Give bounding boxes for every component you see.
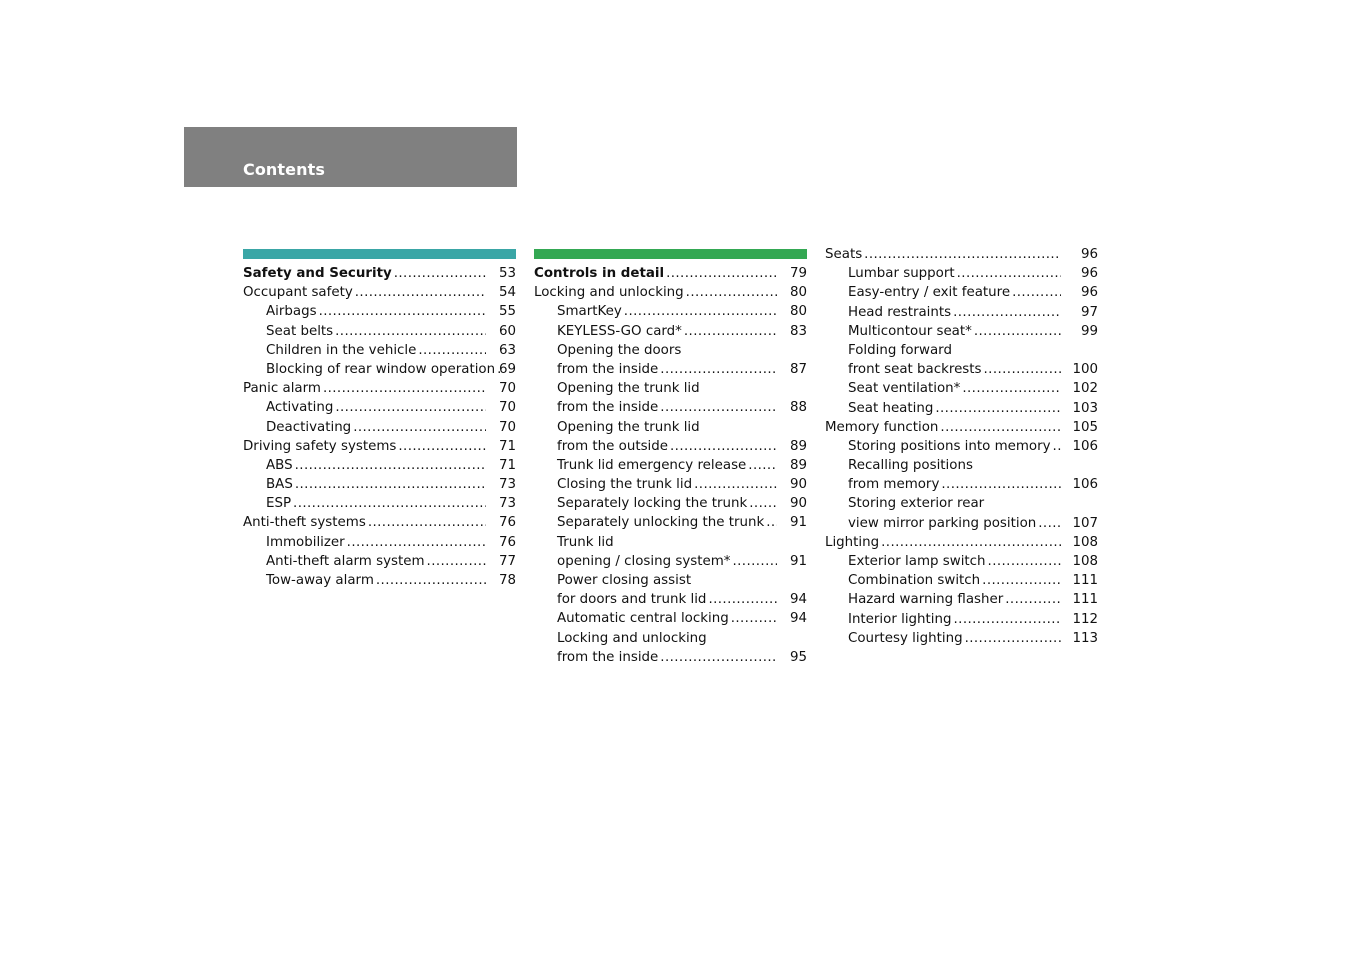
toc-page-number: 94 — [789, 592, 807, 608]
toc-entry[interactable] — [534, 609, 807, 628]
toc-entry-label-wrap — [825, 437, 1063, 456]
toc-entry[interactable] — [243, 552, 516, 571]
toc-entry-label-wrap — [534, 629, 779, 648]
dot-leader — [398, 437, 486, 456]
toc-entry[interactable] — [825, 494, 1098, 513]
dot-leader — [881, 533, 1061, 552]
toc-entry-label: Courtesy lighting — [848, 630, 963, 646]
toc-entry-label-wrap — [243, 302, 488, 321]
dot-leader — [666, 264, 777, 283]
toc-entry[interactable] — [534, 571, 807, 590]
dot-leader — [1012, 283, 1061, 302]
toc-entry[interactable] — [825, 610, 1098, 629]
toc-entry[interactable] — [825, 245, 1098, 264]
toc-page-number: 88 — [789, 400, 807, 416]
toc-entry-label-wrap — [243, 360, 496, 379]
dot-leader — [368, 513, 486, 532]
toc-page-number: 80 — [789, 285, 807, 301]
toc-entry-label-wrap — [825, 418, 1063, 437]
toc-entry-label: Head restraints — [848, 304, 952, 320]
toc-entry-label-wrap — [825, 303, 1063, 322]
toc-entry[interactable] — [534, 456, 807, 475]
toc-entry-label: front seat backrests — [848, 362, 982, 378]
toc-entry-label-wrap — [534, 552, 779, 571]
toc-page-number: 111 — [1072, 592, 1098, 608]
dot-leader — [988, 552, 1061, 571]
toc-entry-label-wrap — [825, 341, 1063, 360]
toc-page-number: 102 — [1072, 381, 1098, 397]
toc-entry-label: Driving safety systems — [243, 438, 397, 454]
toc-page-number: 107 — [1072, 515, 1098, 531]
toc-entry[interactable] — [534, 341, 807, 360]
toc-entry[interactable] — [825, 571, 1098, 590]
toc-entry-label: from the inside — [557, 400, 659, 416]
toc-entry-label: Combination switch — [848, 573, 981, 589]
toc-entry-label-wrap — [534, 398, 779, 417]
dot-leader — [1053, 437, 1061, 456]
toc-entry-label-wrap — [825, 610, 1063, 629]
toc-entry-label: Hazard warning flasher — [848, 592, 1004, 608]
dot-leader — [953, 303, 1061, 322]
toc-entry[interactable] — [534, 398, 807, 417]
toc-entry-label: for doors and trunk lid — [557, 592, 707, 608]
toc-entry[interactable] — [534, 302, 807, 321]
toc-page-number: 96 — [1080, 266, 1098, 282]
toc-entry[interactable] — [534, 475, 807, 494]
toc-page-number: 106 — [1072, 477, 1098, 493]
toc-entry-label-wrap — [534, 437, 779, 456]
toc-entry-label: Storing exterior rear — [848, 496, 985, 512]
toc-page-number: 90 — [789, 477, 807, 493]
toc-page-number: 79 — [789, 266, 807, 281]
dot-leader — [335, 322, 486, 341]
toc-entry[interactable] — [825, 533, 1098, 552]
dot-leader — [319, 302, 486, 321]
toc-entry-label-wrap — [243, 398, 488, 417]
toc-entry-label-wrap — [825, 590, 1063, 609]
toc-entry[interactable] — [534, 264, 807, 283]
toc-entry-label-wrap — [243, 571, 488, 590]
toc-page-number: 100 — [1072, 362, 1098, 378]
toc-entry[interactable] — [534, 437, 807, 456]
dot-leader — [355, 283, 486, 302]
toc-entry-label-wrap — [825, 552, 1063, 571]
toc-entry-label: Recalling positions — [848, 458, 973, 474]
toc-entry[interactable] — [534, 590, 807, 609]
toc-page-number: 55 — [498, 304, 516, 320]
toc-entry[interactable] — [534, 283, 807, 302]
toc-entry-label-wrap — [825, 264, 1063, 283]
toc-entry[interactable] — [825, 456, 1098, 475]
toc-entry-label: from memory — [848, 477, 940, 493]
toc-entry-label-wrap — [534, 533, 779, 552]
toc-entry-label: Trunk lid emergency release — [557, 457, 747, 473]
toc-entry[interactable] — [243, 341, 516, 360]
dot-leader — [353, 418, 486, 437]
dot-leader — [940, 418, 1061, 437]
toc-entry-label-wrap — [243, 379, 488, 398]
toc-entry-label: Deactivating — [266, 419, 352, 435]
toc-entry-label: Locking and unlocking — [557, 630, 707, 646]
toc-entry[interactable] — [534, 322, 807, 341]
dot-leader — [974, 322, 1061, 341]
toc-entry[interactable] — [825, 418, 1098, 437]
toc-entry-label: Panic alarm — [243, 381, 321, 397]
toc-page-number: 54 — [498, 285, 516, 301]
toc-entry-label: Separately locking the trunk — [557, 496, 748, 512]
dot-leader — [864, 245, 1061, 264]
toc-section-title: Controls in detail — [534, 266, 665, 281]
dot-leader — [731, 609, 777, 628]
toc-entry[interactable] — [825, 379, 1098, 398]
toc-entry[interactable] — [243, 533, 516, 552]
toc-entry-label: Seat belts — [266, 323, 334, 339]
toc-page-number: 113 — [1072, 630, 1098, 646]
header-banner — [184, 127, 517, 187]
toc-page-number: 76 — [498, 515, 516, 531]
toc-entry[interactable] — [534, 629, 807, 648]
toc-entry-label-wrap — [825, 533, 1063, 552]
toc-page-number: 89 — [789, 438, 807, 454]
toc-page-number: 112 — [1072, 611, 1098, 627]
dot-leader — [347, 533, 486, 552]
toc-page-number: 83 — [789, 323, 807, 339]
toc-entry[interactable] — [534, 552, 807, 571]
toc-page-number: 71 — [498, 457, 516, 473]
toc-entry-label: Activating — [266, 400, 334, 416]
toc-entry[interactable] — [243, 437, 516, 456]
dot-leader — [660, 398, 777, 417]
toc-entry[interactable] — [825, 552, 1098, 571]
toc-entry[interactable] — [243, 418, 516, 437]
toc-entry-label: view mirror parking position — [848, 515, 1037, 531]
toc-entry-label-wrap — [534, 590, 779, 609]
toc-page-number: 95 — [789, 649, 807, 665]
toc-column-controls — [534, 249, 807, 667]
toc-entry-label: Multicontour seat* — [848, 323, 972, 339]
toc-entry-label: Anti-theft systems — [243, 515, 366, 531]
dot-leader — [957, 264, 1061, 283]
toc-page-number: 97 — [1080, 304, 1098, 320]
toc-entry[interactable] — [534, 418, 807, 437]
toc-entry-label-wrap — [825, 379, 1063, 398]
toc-page-number: 69 — [498, 361, 516, 377]
dot-leader — [954, 610, 1062, 629]
dot-leader — [624, 302, 777, 321]
toc-entry-label-wrap — [534, 456, 779, 475]
toc-entry[interactable] — [825, 322, 1098, 341]
toc-entry-label: Opening the doors — [557, 342, 682, 358]
toc-page-number: 90 — [789, 496, 807, 512]
toc-entry-label: Trunk lid — [557, 534, 614, 550]
toc-entry-label-wrap — [534, 302, 779, 321]
toc-entry[interactable] — [534, 379, 807, 398]
toc-entry-label: Opening the trunk lid — [557, 419, 700, 435]
dot-leader — [660, 360, 777, 379]
dot-leader — [376, 571, 486, 590]
dot-leader — [295, 475, 486, 494]
toc-entry-label-wrap — [534, 418, 779, 437]
dot-leader — [965, 629, 1061, 648]
toc-entry[interactable] — [243, 379, 516, 398]
toc-entry[interactable] — [243, 283, 516, 302]
toc-entry-label-wrap — [825, 629, 1063, 648]
toc-entry-label-wrap — [825, 571, 1063, 590]
toc-entry-label-wrap — [243, 418, 488, 437]
toc-entry-label-wrap — [243, 264, 488, 283]
toc-entry[interactable] — [243, 264, 516, 283]
toc-entry[interactable] — [534, 533, 807, 552]
toc-entry-label-wrap — [534, 648, 779, 667]
section-color-bar — [534, 249, 807, 259]
dot-leader — [941, 475, 1061, 494]
dot-leader — [427, 552, 486, 571]
toc-entry-label-wrap — [825, 283, 1063, 302]
toc-entry-label-wrap — [534, 322, 779, 341]
toc-entry[interactable] — [534, 648, 807, 667]
toc-page-number: 96 — [1080, 285, 1098, 301]
toc-entry-label: Seat heating — [848, 400, 934, 416]
toc-entry-label-wrap — [825, 360, 1063, 379]
toc-entry-label: Lumbar support — [848, 266, 955, 282]
dot-leader — [295, 456, 486, 475]
toc-entry-label-wrap — [534, 475, 779, 494]
toc-page-number: 108 — [1072, 554, 1098, 569]
toc-entry-label-wrap — [825, 475, 1063, 494]
dot-leader — [660, 648, 777, 667]
toc-entry-label: Separately unlocking the trunk — [557, 515, 765, 531]
toc-page-number: 91 — [789, 553, 807, 569]
toc-entry-label: Anti-theft alarm system — [266, 553, 425, 569]
toc-entry[interactable] — [243, 475, 516, 494]
toc-entry-label-wrap — [534, 609, 779, 628]
toc-entry-label: Occupant safety — [243, 285, 353, 301]
toc-entry-label: BAS — [266, 477, 293, 493]
toc-entry-label-wrap — [534, 571, 779, 590]
toc-entry-label-wrap — [243, 494, 488, 513]
toc-entry-label-wrap — [243, 513, 488, 532]
toc-entry-label-wrap — [534, 379, 779, 398]
toc-entry[interactable] — [825, 590, 1098, 609]
toc-entry-label-wrap — [534, 360, 779, 379]
dot-leader — [766, 513, 777, 532]
toc-entry-label-wrap — [243, 533, 488, 552]
toc-entry[interactable] — [243, 571, 516, 590]
toc-page-number: 73 — [498, 496, 516, 512]
toc-page-number: 111 — [1072, 573, 1098, 589]
dot-leader — [323, 379, 486, 398]
dot-leader — [1005, 590, 1061, 609]
toc-entry-label: Automatic central locking — [557, 611, 729, 627]
toc-page-number: 76 — [498, 534, 516, 550]
page-title: Contents — [243, 160, 325, 179]
toc-entry-label-wrap — [534, 264, 779, 283]
dot-leader — [684, 322, 777, 341]
dot-leader — [394, 264, 486, 283]
dot-leader — [694, 475, 777, 494]
toc-entry-label: Blocking of rear window operation — [266, 361, 496, 377]
toc-entry-label: from the outside — [557, 438, 669, 454]
dot-leader — [982, 571, 1061, 590]
dot-leader — [749, 494, 777, 513]
section-color-bar — [243, 249, 516, 259]
dot-leader — [686, 283, 777, 302]
toc-page-number: 63 — [498, 342, 516, 358]
toc-entry-label: opening / closing system* — [557, 553, 731, 569]
toc-page-number: 70 — [498, 400, 516, 416]
toc-entry-label-wrap — [825, 494, 1063, 513]
toc-entry-label-wrap — [243, 475, 488, 494]
toc-entry-label: Power closing assist — [557, 573, 692, 588]
toc-entry-label-wrap — [825, 456, 1063, 475]
toc-entry-label: Immobilizer — [266, 534, 345, 550]
toc-entry[interactable] — [534, 360, 807, 379]
dot-leader — [293, 494, 486, 513]
toc-entry[interactable] — [825, 283, 1098, 302]
toc-entry[interactable] — [243, 494, 516, 513]
toc-entry-label: Interior lighting — [848, 611, 952, 627]
toc-entry-label: Locking and unlocking — [534, 285, 684, 301]
dot-leader — [935, 399, 1061, 418]
toc-entry-label-wrap — [243, 322, 488, 341]
dot-leader — [1038, 514, 1061, 533]
toc-entry-label-wrap — [243, 437, 488, 456]
toc-page-number: 78 — [498, 573, 516, 588]
toc-entry[interactable] — [534, 513, 807, 532]
toc-entry[interactable] — [825, 341, 1098, 360]
toc-entry-label: Storing positions into memory — [848, 438, 1051, 454]
toc-entry[interactable] — [825, 475, 1098, 494]
toc-entry-label-wrap — [243, 552, 488, 571]
toc-column-seats-lighting — [825, 245, 1098, 648]
toc-entry-label-wrap — [243, 341, 488, 360]
toc-page-number: 70 — [498, 419, 516, 435]
dot-leader — [748, 456, 777, 475]
toc-entry-label: Opening the trunk lid — [557, 381, 700, 397]
toc-entry-label-wrap — [534, 341, 779, 360]
dot-leader — [962, 379, 1061, 398]
toc-entry[interactable] — [243, 456, 516, 475]
toc-entry-label: Airbags — [266, 304, 317, 320]
toc-entry-label: ABS — [266, 457, 293, 473]
dot-leader — [708, 590, 777, 609]
dot-leader — [335, 398, 486, 417]
toc-entry-label-wrap — [825, 514, 1063, 533]
toc-page-number: 70 — [498, 381, 516, 397]
toc-page-number: 108 — [1072, 534, 1098, 550]
toc-page-number: 73 — [498, 477, 516, 493]
toc-entry-label: from the inside — [557, 649, 659, 665]
toc-entry-label: ESP — [266, 496, 292, 512]
toc-entry-label-wrap — [825, 322, 1063, 341]
toc-entry-label: Memory function — [825, 419, 939, 435]
toc-page-number: 53 — [498, 266, 516, 281]
toc-page-number: 105 — [1072, 419, 1098, 435]
toc-entry-label-wrap — [243, 456, 488, 475]
toc-page-number: 77 — [498, 553, 516, 569]
toc-entry[interactable] — [825, 399, 1098, 418]
toc-column-safety — [243, 249, 516, 590]
toc-page-number: 80 — [789, 304, 807, 320]
toc-entry-label: Easy-entry / exit feature — [848, 285, 1011, 301]
toc-entry-label: Seats — [825, 247, 863, 262]
toc-entry[interactable] — [825, 514, 1098, 533]
toc-entry[interactable] — [825, 629, 1098, 648]
toc-entry-label: Lighting — [825, 534, 880, 550]
toc-page-number: 103 — [1072, 400, 1098, 416]
toc-entry[interactable] — [825, 303, 1098, 322]
toc-entry-label: Closing the trunk lid — [557, 477, 693, 493]
toc-entry-label: Exterior lamp switch — [848, 554, 986, 569]
toc-entry-label-wrap — [825, 245, 1063, 264]
toc-entry-label-wrap — [534, 283, 779, 302]
toc-entry-label-wrap — [534, 494, 779, 513]
toc-page-number: 106 — [1072, 438, 1098, 454]
toc-entry[interactable] — [825, 437, 1098, 456]
toc-entry-label: Seat ventilation* — [848, 381, 961, 397]
toc-entry-label: Folding forward — [848, 342, 952, 358]
toc-page-number: 91 — [789, 515, 807, 531]
dot-leader — [732, 552, 777, 571]
toc-entry-label-wrap — [534, 513, 779, 532]
toc-entry-label: SmartKey — [557, 304, 622, 320]
toc-entry-label-wrap — [243, 283, 488, 302]
toc-entry-label-wrap — [825, 399, 1063, 418]
toc-page-number: 60 — [498, 323, 516, 339]
toc-entry[interactable] — [825, 264, 1098, 283]
toc-page-number: 71 — [498, 438, 516, 454]
toc-page-number: 87 — [789, 361, 807, 377]
toc-section-title: Safety and Security — [243, 266, 392, 281]
toc-entry[interactable] — [243, 513, 516, 532]
toc-entry[interactable] — [243, 302, 516, 321]
toc-entry-label: Tow-away alarm — [266, 573, 374, 588]
toc-page-number: 94 — [789, 611, 807, 627]
toc-entry[interactable] — [825, 360, 1098, 379]
toc-entry-label: Children in the vehicle — [266, 342, 417, 358]
toc-entry[interactable] — [243, 398, 516, 417]
toc-entry[interactable] — [534, 494, 807, 513]
toc-page-number: 89 — [789, 457, 807, 473]
toc-entry[interactable] — [243, 360, 516, 379]
toc-entry[interactable] — [243, 322, 516, 341]
toc-page-number: 96 — [1080, 247, 1098, 262]
dot-leader — [670, 437, 777, 456]
toc-entry-label: from the inside — [557, 361, 659, 377]
dot-leader — [984, 360, 1061, 379]
toc-entry-label: KEYLESS-GO card* — [557, 323, 682, 339]
dot-leader — [418, 341, 486, 360]
toc-page-number: 99 — [1080, 323, 1098, 339]
